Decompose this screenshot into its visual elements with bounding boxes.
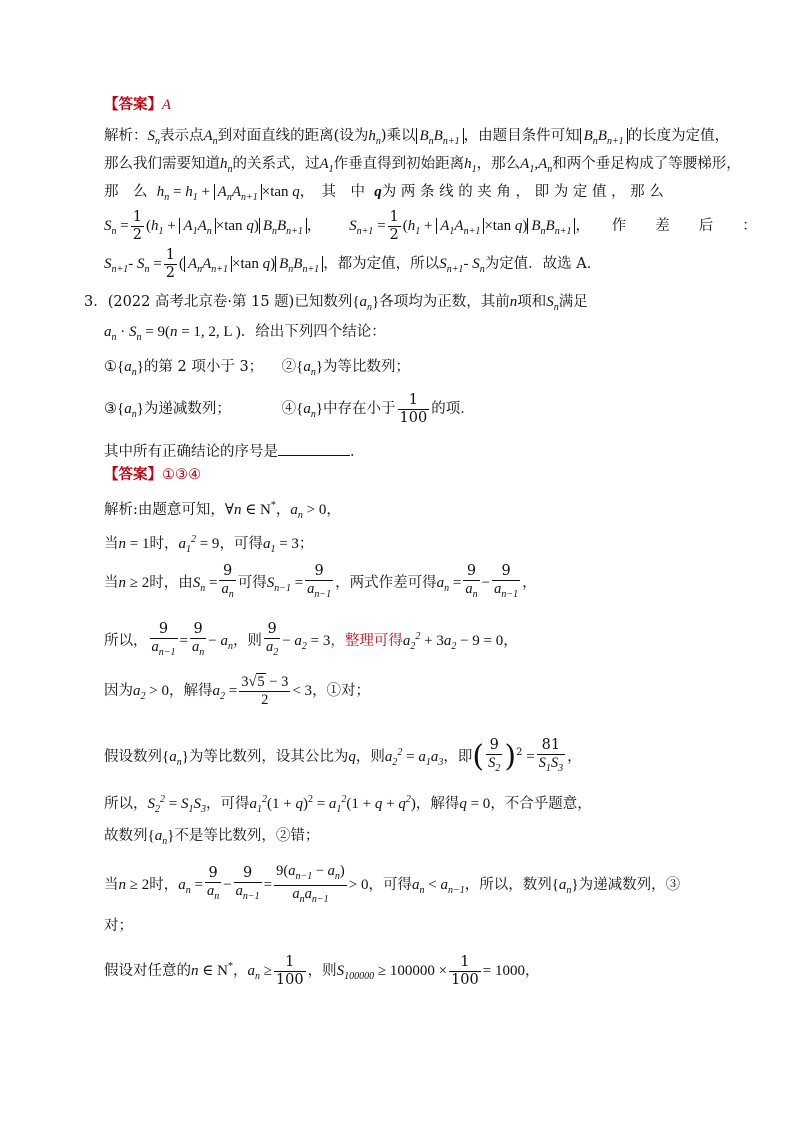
option-2-text: 为等比数列； xyxy=(323,359,411,375)
solution3-line-2: 当n = 1时，$a_1^2 = 9$，可得$a_1 = 3$； xyxy=(104,534,314,555)
text: ，即 xyxy=(443,749,473,765)
option-1-text: 的第 2 项小于 3； xyxy=(143,359,264,375)
text: 其中所有正确结论的序号是 xyxy=(104,444,278,460)
solution3-line-6: 假设数列$\{a_n\}$为等比数列，设其公比为q，则$a_2^2 = a_1a_3$，即( $\frac{9}{S_2}$ )$^2$ = $\frac{81}{S_1S_3}$ ， xyxy=(104,737,582,774)
text: 当 xyxy=(104,536,119,552)
text: 对； xyxy=(104,918,133,934)
text: ， xyxy=(503,633,518,649)
solution3-line-10 xyxy=(104,916,133,936)
answer-label: 【答案】 xyxy=(104,466,162,483)
text: ，两式作差可得 xyxy=(335,575,437,591)
solution1-line-1: 解析：$S_n$表示点$A_n$到对面直线的距离(设为$h_n$)乘以 $B_nB_{n+1}$ ，由题目条件可知 $B_nB_{n+1}$ 的长度为定值， xyxy=(104,128,730,147)
text: 可得 xyxy=(237,575,267,591)
solution3-line-9: 当n ≥ 2时，$a_n$ = $\frac{9}{a_n}$ − $\frac{9}{a_{n-1}}$ = $\frac{9(a_{n-1} - a_n)}{a_na_{n-1}}$ > 0，可得$a_n < a_{n-1}$，所以，数列$\{a_n\}$为递减数列，③ xyxy=(104,862,681,905)
question-3-stem: 3．(2022 高考北京卷·第 15 题)已知数列$\{a_n\}$各项均为正数，其前n项和$S_n$满足 xyxy=(84,294,588,313)
answer-blank xyxy=(278,441,350,456)
question-source: (2022 高考北京卷·第 15 题) xyxy=(107,294,295,310)
text: ，可得 xyxy=(205,796,250,812)
solution3-line-1: 解析:由题意可知，∀n ∈ N*，$a_n > 0$， xyxy=(104,500,341,521)
solution1-line-4: $S_n$ = $\frac{1}{2}$ ($h_1 + A_1A_n \times\tan$ q) $B_nB_{n+1}$ ， $S_{n+1}$ = $\frac{1}{2}$ ($h_1 + A_1A_{n+1} \times\tan$ q) $B_nB_{n+1}$ ， 作 差 后 ： xyxy=(104,208,757,243)
question-number: 3． xyxy=(84,294,108,310)
text: 当 xyxy=(104,575,119,591)
text: 那 么 xyxy=(104,184,148,200)
solution1-line-3: 那 么 $h_n = h_1 + A_nA_{n+1} \times\tan$ q， 其 中 q为 两 条 线 的 夹 角 ， 即 为 定 值 ， 那 么 xyxy=(104,184,664,203)
answer-line-1 xyxy=(104,95,171,115)
question-3-ask xyxy=(104,441,365,462)
text: 为定值．故选 A． xyxy=(484,256,602,272)
text: ，可得 xyxy=(219,536,263,552)
answer-line-3 xyxy=(104,465,201,485)
option-marker: ② xyxy=(281,359,297,375)
text: ，不合乎题意， xyxy=(490,796,592,812)
text: ，都为定值，所以 xyxy=(323,256,440,272)
text: ． xyxy=(350,444,365,460)
text: 表示点 xyxy=(160,128,204,144)
text: 故数列 xyxy=(104,828,148,844)
text: 假设对任意的 xyxy=(104,963,191,979)
option-marker: ③ xyxy=(104,401,117,417)
solution1-line-5: $S_{n+1}-$ $S_n$ = $\frac{1}{2}$ ( $A_nA_{n+1} \times\tan$ q) $B_nB_{n+1}$ ，都为定值，所以$S_{n+1}-$ $S_n$为定值．故选 A． xyxy=(104,246,602,281)
text: ， xyxy=(524,963,540,979)
text: 各项均为正数，其前 xyxy=(379,294,510,310)
text: ，解得 xyxy=(415,796,460,812)
solution1-line-2: 那么我们需要知道$h_n$的关系式，过$A_1$作垂直得到初始距离$h_1$，那么$A_1,A_n$和两个垂足构成了等腰梯形， xyxy=(104,156,741,175)
text: 解析： xyxy=(104,128,148,144)
text: ，可得 xyxy=(368,877,412,893)
text: 满足 xyxy=(558,294,588,310)
text: ， xyxy=(306,218,322,234)
text: 不是等比数列，②错； xyxy=(174,828,320,844)
text: 时，由 xyxy=(149,575,193,591)
text: ．给出下列四个结论： xyxy=(240,324,386,340)
solution3-line-3: 当n ≥ 2时，由$S_n$ = $\frac{9}{a_n}$ 可得$S_{n-1}$ = $\frac{9}{a_{n-1}}$ ，两式作差可得$a_n$ = $\frac{9}{a_n}$ − $\frac{9}{a_{n-1}}$ ， xyxy=(104,563,537,600)
option-4-text-end: 的项． xyxy=(431,401,475,417)
text: 时， xyxy=(149,536,179,552)
text: 的关系式，过 xyxy=(232,156,320,172)
text: ，则 xyxy=(232,633,262,649)
answer-value: A xyxy=(162,97,171,113)
text: ，则 xyxy=(355,749,385,765)
text: 当 xyxy=(104,877,119,893)
option-4-text: 中存在小于 xyxy=(323,401,396,417)
text: ，则 xyxy=(307,963,337,979)
answer-value: ①③④ xyxy=(162,467,201,483)
text: ， 其 中 xyxy=(299,184,366,200)
text: 假设数列 xyxy=(104,749,162,765)
text: 所以， xyxy=(104,796,148,812)
text: ， xyxy=(522,575,537,591)
text: 解析:由题意可知， xyxy=(104,502,225,518)
solution3-line-7: 所以，$S_2^2 = S_1S_3$，可得$a_1^2(1 + q)^2 = a_1^2(1 + q + q^2)$，解得q = 0，不合乎题意， xyxy=(104,794,592,815)
text: 为等比数列，设其公比为 xyxy=(188,749,349,765)
text: 的长度为定值， xyxy=(627,128,730,144)
text: 作垂直得到初始距离 xyxy=(333,156,465,172)
text: 那么我们需要知道 xyxy=(104,156,220,172)
option-3-text: 为递减数列； xyxy=(143,401,231,417)
text: 时， xyxy=(149,877,179,893)
question-3-options-row-1: $①\{a_n\}$的第 2 项小于 3； $②\{a_n\}$为等比数列； xyxy=(104,359,411,378)
answer-label: 【答案】 xyxy=(104,96,162,113)
solution3-line-5: 因为$a_2 > 0$，解得$a_2$ = $\frac{3√5 - 3}{2}$ < 3，①对； xyxy=(104,674,371,708)
text: 和两个垂足构成了等腰梯形， xyxy=(552,156,741,172)
text: 因为 xyxy=(104,683,133,699)
text: 到对面直线的距离(设为 xyxy=(217,128,369,144)
text: ，①对； xyxy=(312,683,371,699)
text: 为 两 条 线 的 夹 角 ， 即 为 定 值 ， 那 么 xyxy=(381,184,664,200)
text: ，所以，数列 xyxy=(464,877,552,893)
text: ，由题目条件可知 xyxy=(463,128,580,144)
solution3-line-8: 故数列$\{a_n\}$不是等比数列，②错； xyxy=(104,828,320,847)
question-3-condition: $a_n \cdot S_n = 9(n = 1$, 2, L )．给出下列四个结论： xyxy=(104,324,386,343)
text: ， xyxy=(232,963,248,979)
text: 已知数列 xyxy=(294,294,353,310)
text: 项和 xyxy=(517,294,547,310)
solution3-line-4: 所以， $\frac{9}{a_{n-1}}$ = $\frac{9}{a_n}$ − $a_n$，则 $\frac{9}{a_2}$ − $a_2 = 3$，整理可得$a_2^2 + 3a_2 - 9 = 0$， xyxy=(104,621,518,658)
text: )乘以 xyxy=(380,128,416,144)
text: 所以， xyxy=(104,633,148,649)
text: ，那么 xyxy=(476,156,521,172)
solution3-line-11: 假设对任意的n ∈ N*，$a_n$ ≥ $\frac{1}{100}$ ，则$S_{100000} \ge 100000$ × $\frac{1}{100}$ = 1000， xyxy=(104,953,540,988)
text: ，解得 xyxy=(168,683,213,699)
text: ， xyxy=(275,502,291,518)
question-3-options-row-2: $③\{a_n\}$为递减数列； $④\{a_n\}$中存在小于 $\frac{1}{100}$ 的项． xyxy=(104,391,475,426)
option-marker: ④ xyxy=(281,401,297,417)
option-marker: ① xyxy=(104,359,117,375)
text: 为递减数列，③ xyxy=(578,877,681,893)
text: ， 作 差 后 ： xyxy=(575,218,757,234)
text: ， xyxy=(567,749,582,765)
text: ，整理可得 xyxy=(330,633,403,649)
